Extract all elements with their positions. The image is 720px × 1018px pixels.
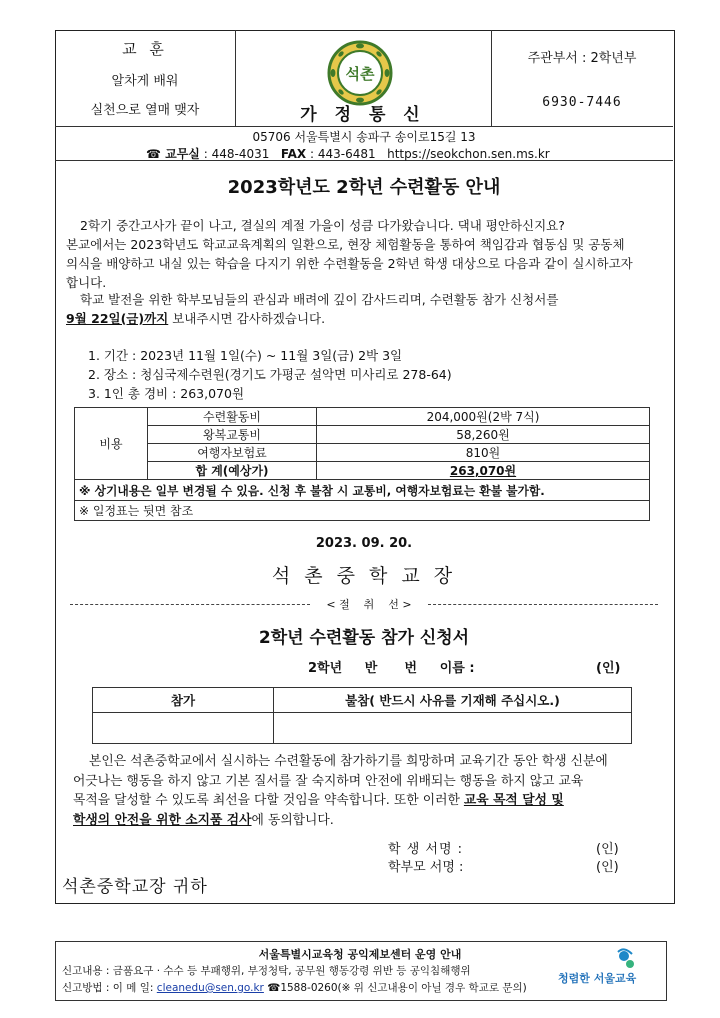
footer-email-link[interactable]: cleanedu@sen.go.kr xyxy=(156,982,264,994)
table-row xyxy=(75,462,650,480)
motto-line-2: 실천으로 열매 맺자 xyxy=(90,103,200,118)
footer-content: 금품요구 · 수수 등 부패행위, 부정청탁, 공무원 행동강령 위반 등 공익침해행위 xyxy=(112,965,471,977)
cost-table xyxy=(74,407,650,521)
clean-seoul-education-logo-icon xyxy=(556,946,660,996)
motto-title: 교 훈 xyxy=(122,40,168,58)
addressee: 석촌중학교장 귀하 xyxy=(62,877,208,897)
pledge-paragraph xyxy=(73,752,663,830)
para2-line-1: 학교 발전을 위한 학부모님들의 관심과 배려에 깊이 감사드리며, 수련활동 참가 신청서를 xyxy=(80,292,559,307)
attend-checkbox-cell[interactable] xyxy=(93,713,274,744)
school-seal-icon xyxy=(327,40,393,106)
department-label: 주관부서 : 2학년부 xyxy=(527,51,637,66)
cost-total-value: 263,070원 xyxy=(317,462,650,480)
student-seal-mark: (인) xyxy=(596,661,621,676)
student-sign-mark: (인) xyxy=(596,842,619,857)
item-cost: 3. 1인 총 경비 : 263,070원 xyxy=(88,386,245,401)
footer-content-line xyxy=(62,963,542,978)
footer-content-label: 신고내용 : xyxy=(62,965,110,977)
footer-method-line xyxy=(62,980,552,995)
item-period: 1. 기간 : 2023년 11월 1일(수) ~ 11월 3일(금) 2박 3일 xyxy=(88,348,403,363)
absent-reason-cell[interactable] xyxy=(274,713,632,744)
student-signature-label[interactable]: 학 생 서명 : xyxy=(388,842,464,857)
parent-sign-mark: (인) xyxy=(596,860,619,875)
fax-tel: : 443-6481 xyxy=(310,147,376,161)
cost-label: 왕복교통비 xyxy=(148,426,317,444)
cost-label: 여행자보험료 xyxy=(148,444,317,462)
department-phone: 6930-7446 xyxy=(542,95,622,110)
pledge-line-4 xyxy=(73,811,663,831)
school-address: 05706 서울특별시 송파구 송이로15길 13 xyxy=(252,130,476,144)
para2-rest: 보내주시면 감사하겠습니다. xyxy=(168,311,326,326)
pledge-bold-1: 교육 목적 달성 및 xyxy=(463,793,564,808)
table-row xyxy=(75,408,650,426)
pledge-line: 어긋나는 행동을 하지 않고 기본 질서를 잘 숙지하며 안전에 위배되는 행동을 하지 않고 교육 xyxy=(73,773,584,789)
application-title: 2학년 수련활동 참가 신청서 xyxy=(258,628,470,648)
table-row xyxy=(75,480,650,501)
para1-line: 2학기 중간고사가 끝이 나고, 결실의 계절 가을이 성큼 다가왔습니다. 댁내 평안하신지요? xyxy=(80,218,565,233)
cost-value: 810원 xyxy=(317,444,650,462)
seal-text: 석촌 xyxy=(345,65,375,83)
cost-value: 204,000원(2박 7식) xyxy=(317,408,650,426)
item-location: 2. 장소 : 청심국제수련원(경기도 가평군 설악면 미사리로 278-64) xyxy=(88,367,452,382)
contact-line xyxy=(146,145,666,162)
para2-line-2 xyxy=(66,309,666,328)
department-box xyxy=(491,30,674,126)
office-tel: : 448-4031 xyxy=(203,147,270,161)
table-row xyxy=(93,688,632,713)
student-info-line[interactable]: 2학년 반 번 이름 : xyxy=(308,661,475,676)
notice-paragraph-1 xyxy=(66,216,666,292)
col-absent-header: 불참( 반드시 사유를 기재해 주십시오.) xyxy=(274,688,632,713)
notice-items xyxy=(88,346,648,403)
table-row xyxy=(75,444,650,462)
col-attend-header: 참가 xyxy=(93,688,274,713)
para1-line: 합니다. xyxy=(66,275,107,290)
pledge-bold-2: 학생의 안전을 위한 소지품 검사 xyxy=(73,812,252,828)
pledge-end: 에 동의합니다. xyxy=(251,812,334,828)
notice-paragraph-2 xyxy=(66,290,666,328)
pledge-line-3 xyxy=(73,791,663,811)
para1-line: 의식을 배양하고 내실 있는 학습을 다지기 위한 수련활동을 2학년 학생 대상으로 다음과 같이 실시하고자 xyxy=(66,256,633,271)
footer-title: 서울특별시교육청 공익제보센터 운영 안내 xyxy=(258,948,462,961)
cost-label: 수련활동비 xyxy=(148,408,317,426)
fax-label: FAX xyxy=(280,147,307,161)
notice-date: 2023. 09. 20. xyxy=(315,536,413,551)
cost-note-1: ※ 상기내용은 일부 변경될 수 있음. 신청 후 불참 시 교통비, 여행자보험료는 환불 불가함. xyxy=(75,480,650,501)
footer-phone: ☎1588-0260(※ 위 신고내용이 아닐 경우 학교로 문의) xyxy=(267,982,527,994)
principal-signature: 석 촌 중 학 교 장 xyxy=(271,565,457,587)
cut-line-label: < 절 취 선 > xyxy=(326,598,412,611)
footer-email-label: 이 메 일: xyxy=(112,982,154,994)
parent-signature-label[interactable]: 학부모 서명 : xyxy=(388,860,464,875)
table-row xyxy=(75,426,650,444)
cost-group-label: 비용 xyxy=(75,408,148,480)
table-row xyxy=(93,713,632,744)
attendance-table xyxy=(92,687,632,744)
school-url[interactable]: https://seokchon.sen.ms.kr xyxy=(387,147,550,161)
cost-note-2: ※ 일정표는 뒷면 참조 xyxy=(75,501,650,521)
cost-value: 58,260원 xyxy=(317,426,650,444)
header-divider xyxy=(55,126,673,127)
logo-text: 청렴한 서울교육 xyxy=(558,972,637,985)
cost-total-label: 합 계(예상가) xyxy=(148,462,317,480)
para1-line: 본교에서는 2023학년도 학교교육계획의 일환으로, 현장 체험활동을 통하여 책임감과 협동심 및 공동체 xyxy=(66,237,625,252)
pledge-text: 목적을 달성할 수 있도록 최선을 다할 것임을 약속합니다. 또한 이러한 xyxy=(73,793,464,808)
motto-line-1: 알차게 배워 xyxy=(111,74,179,89)
cut-line-right xyxy=(428,604,658,605)
footer-method-label: 신고방법 : xyxy=(62,982,110,994)
table-row xyxy=(75,501,650,521)
cut-line-left xyxy=(70,604,310,605)
newsletter-title: 가 정 통 신 xyxy=(300,105,426,125)
deadline-text: 9월 22일(금)까지 xyxy=(66,311,169,326)
pledge-line: 본인은 석촌중학교에서 실시하는 수련활동에 참가하기를 희망하며 교육기간 동안 학생 신분에 xyxy=(89,754,608,769)
notice-title: 2023학년도 2학년 수련활동 안내 xyxy=(227,177,501,198)
office-label: ☎ 교무실 xyxy=(146,147,200,161)
